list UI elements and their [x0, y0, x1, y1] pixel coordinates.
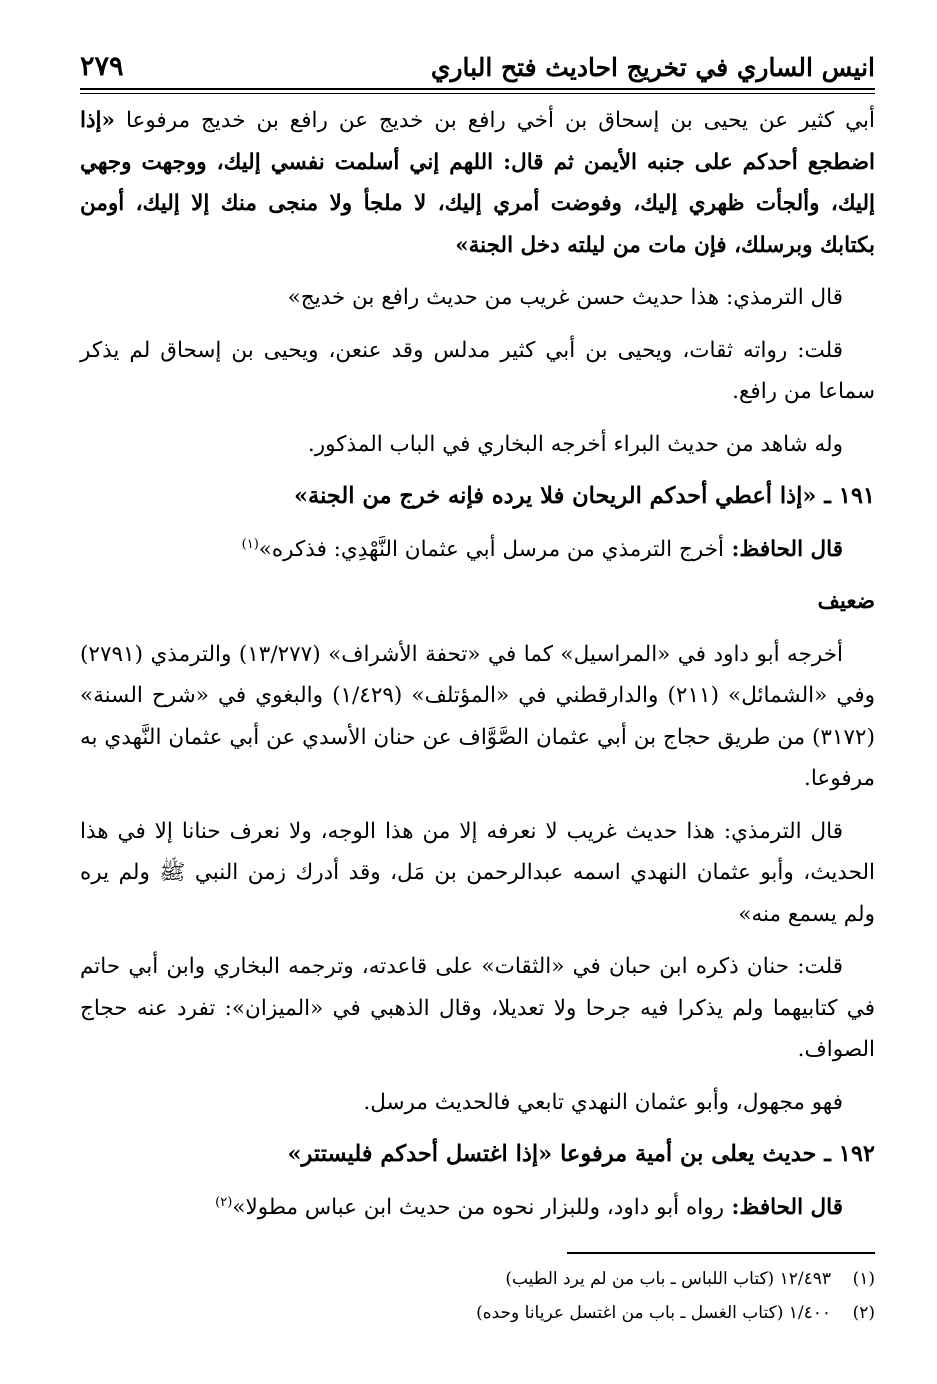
- running-title: انيس الساري في تخريج احاديث فتح الباري: [430, 53, 875, 82]
- paragraph-author-comment: قلت: رواته ثقات، ويحيى بن أبي كثير مدلس وقد عنعن، ويحيى بن إسحاق لم يذكر سماعا من رافع.: [80, 337, 875, 404]
- footnote-ref-1: (١): [241, 536, 259, 552]
- footnotes: [80, 1262, 875, 1330]
- footnote-text: ١/٤٠٠ (كتاب الغسل ـ باب من اغتسل عريانا وحده): [476, 1303, 831, 1323]
- isnad-text: أبي كثير عن يحيى بن إسحاق بن أخي رافع بن خديج عن رافع بن خديج مرفوعا: [114, 108, 875, 133]
- footnote-item: [80, 1296, 875, 1330]
- hadith-text: «إذا اضطجع أحدكم على جنبه الأيمن ثم قال: اللهم إني أسلمت نفسي إليك، ووجهت وجهي إليك، وألجأت ظهري إليك، وفوضت أمري إليك، لا ملجأ ولا منجى منك إلا إليك، أومن بكتابك وبرسلك، فإن مات من ليلته دخل الجنة»: [80, 108, 875, 258]
- footnote-ref-2: (٢): [215, 1194, 233, 1210]
- paragraph-tirmidhi-comment: قال الترمذي: هذا حديث غريب لا نعرفه إلا من هذا الوجه، ولا نعرف حنانا إلا في هذا الحديث، وأبو عثمان النهدي اسمه عبدالرحمن بن مَل، وقد أدرك زمن النبي ﷺ ولم يره ولم يسمع منه»: [80, 818, 875, 927]
- footnote-number: (١): [852, 1269, 875, 1289]
- paragraph-hanan-comment: قلت: حنان ذكره ابن حبان في «الثقات» على قاعدته، وترجمه البخاري وابن أبي حاتم في كتابيهما ولم يذكرا فيه جرحا ولا تعديلا، وقال الذهبي في «الميزان»: تفرد عنه حجاج الصواف.: [80, 954, 875, 1062]
- footnote-text: ١٢/٤٩٣ (كتاب اللباس ـ باب من لم يرد الطيب): [505, 1269, 831, 1289]
- paragraph-conclusion: فهو مجهول، وأبو عثمان النهدي تابعي فالحديث مرسل.: [363, 1089, 843, 1115]
- hafiz-text: رواه أبو داود، وللبزار نحوه من حديث ابن عباس مطولا»: [232, 1194, 724, 1220]
- paragraph-supporting-witness: وله شاهد من حديث البراء أخرجه البخاري في الباب المذكور.: [307, 431, 843, 457]
- hadith-192-intro: ١٩٢ ـ حديث يعلى بن أمية مرفوعا: [552, 1141, 875, 1167]
- footnote-number: (٢): [852, 1303, 875, 1323]
- hafiz-statement-192: [80, 1187, 875, 1229]
- footnote-rule: [567, 1252, 875, 1254]
- hafiz-text: أخرج الترمذي من مرسل أبي عثمان النَّهْدِي: فذكره»: [258, 536, 724, 562]
- paragraph-takhrij: أخرجه أبو داود في «المراسيل» كما في «تحفة الأشراف» (١٣/٢٧٧) والترمذي (٢٧٩١) وفي «الشمائل» (٢١١) والدارقطني في «المؤتلف» (١/٤٢٩) والبغوي في «شرح السنة» (٣١٧٢) من طريق حجاج بن أبي عثمان الصَّوَّاف عن حنان الأسدي عن أبي عثمان النَّهدي به مرفوعا.: [80, 641, 875, 791]
- page-header: [80, 40, 875, 90]
- hafiz-statement-191: [80, 529, 875, 571]
- footnote-item: [80, 1262, 875, 1296]
- page-body: [80, 100, 875, 1239]
- hafiz-label: قال الحافظ:: [724, 1194, 843, 1220]
- hadith-192-heading: [80, 1134, 875, 1176]
- hafiz-label: قال الحافظ:: [724, 536, 843, 562]
- hadith-191-heading: ١٩١ ـ «إذا أعطي أحدكم الريحان فلا يرده فإنه خرج من الجنة»: [293, 483, 875, 509]
- hadith-192-text: «إذا اغتسل أحدكم فليستتر»: [287, 1141, 553, 1167]
- grade-label: ضعيف: [817, 589, 875, 614]
- page-number: ٢٧٩: [80, 51, 124, 82]
- header-rule: [80, 88, 875, 94]
- paragraph-tirmidhi-grading: قال الترمذي: هذا حديث حسن غريب من حديث رافع بن خديج»: [287, 285, 843, 310]
- paragraph-isnad: [80, 100, 875, 266]
